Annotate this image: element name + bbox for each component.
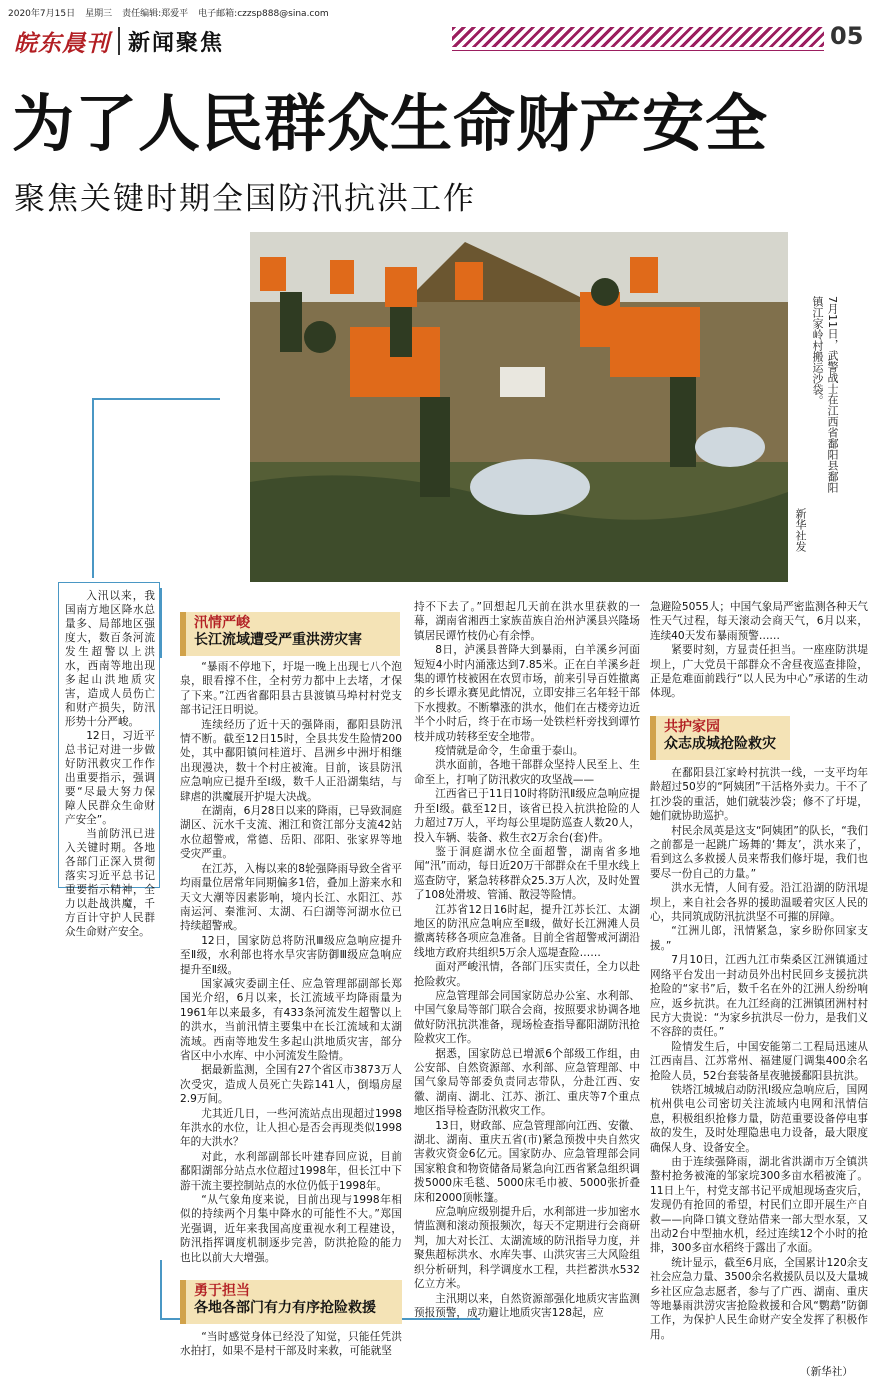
photo-illustration (250, 232, 788, 582)
article-column-2 (414, 600, 640, 1380)
article-paragraph: 应急管理部会同国家防总办公室、水利部、中国气象局等部门联合会商，按照要求协调各地做好防汛抗洪准备，现场检查指导鄱阳湖防汛抢险救灾工作。 (414, 989, 640, 1046)
section-heading-1 (180, 612, 400, 656)
main-headline: 为了人民群众生命财产安全 (12, 87, 769, 160)
article-column-3 (650, 766, 868, 1362)
section-heading-2 (180, 1280, 402, 1324)
issue-date: 2020年7月15日 (8, 8, 76, 19)
editor-email: 电子邮箱:czzsp888@sina.com (198, 8, 329, 19)
article-paragraph: 应急响应级别提升后，水利部进一步加密水情监测和滚动预报频次，每天不定期进行会商研判，加大对长江、太湖流域的防汛指导力度，并聚焦超标洪水、水库失事、山洪灾害三大风险组织分析研判，科学调度水工程，共拦蓄洪水532亿立方米。 (414, 1206, 640, 1291)
section-heading-title: 共护家园 (664, 719, 720, 735)
article-paragraph: 主汛期以来，自然资源部强化地质灾害监测预报预警，成功避让地质灾害128起，应 (414, 1292, 640, 1319)
photo-credit: 新华社发 (794, 508, 807, 552)
article-paragraph: 疫情就是命令，生命重于泰山。 (435, 745, 584, 758)
article-paragraph: “当时感觉身体已经没了知觉，只能任凭洪水拍打，如果不是村干部及时来救，可能就坚 (180, 1331, 402, 1358)
page-number: 05 (830, 22, 864, 50)
section-heading-subtitle: 长江流域遭受严重洪涝灾害 (194, 632, 362, 648)
intro-box (58, 582, 160, 938)
intro-paragraph: 12日，习近平总书记对进一步做好防汛救灾工作作出重要指示，强调要“尽最大努力保障人民群众生命财产安全”。 (65, 730, 155, 826)
article-paragraph: 铁塔江城城启动防汛Ⅰ级应急响应后，国网杭州供电公司密切关注流域内电网和汛情信息，积极组织抢修力量，防范重要设备停电事故的发生，及时处理隐患电力设备，最大限度确保人身、设备安全。 (650, 1083, 868, 1154)
article-paragraph: 险情发生后，中国安能第二工程局迅速从江西南昌、江苏常州、福建厦门调集400余名抢险人员，52台套装备星夜驰援鄱阳县抗洪。 (650, 1040, 868, 1082)
decorative-line (92, 398, 94, 578)
article-paragraph: 江苏省12日16时起，提升江苏长江、太湖地区的防汛应急响应至Ⅱ级，做好长江洲滩人员撤离转移各项应急准备。目前全省超警戒河湖沿线地方政府共组织5万余人巡堤查险…… (414, 903, 640, 959)
article-column-1 (180, 660, 402, 1270)
article-paragraph: “江洲儿郎，汛情紧急，家乡盼你回家支援。” (650, 925, 868, 952)
agency-credit: （新华社） (800, 1366, 853, 1378)
article-paragraph: 鉴于洞庭湖水位全面超警，湖南省多地闻“汛”而动，每日近20万干部群众在千里水线上巡查防守，紧急转移群众25.3万人次，及时处置了108处滑坡、管涌、散浸等险情。 (414, 845, 640, 902)
news-photo-soldiers-sandbags (250, 232, 788, 582)
article-paragraph: 据悉，国家防总已增派6个部级工作组，由公安部、自然资源部、水利部、应急管理部、中国气象局等部委负责同志带队，分赴江西、安徽、湖南、湖北、江苏、浙江、重庆等7个重点地区指导检查防汛救灾工作。 (414, 1047, 640, 1118)
article-paragraph: 7月10日，江西九江市柴桑区江洲镇通过网络平台发出一封动员外出村民回乡支援抗洪抢险的“家书”后，数千名在外的江洲人纷纷响应，返乡抗洪。在九江经商的江洲镇团洲村村民方大贵说：“为家乡抗洪尽一份力，是我们义不容辞的责任。” (650, 954, 868, 1039)
decorative-line (160, 1260, 162, 1320)
decorative-line (92, 398, 220, 400)
article-paragraph: 急避险5055人；中国气象局严密监测各种天气性天气过程，每天滚动会商天气，6月以来，连续40天发布暴雨预警…… (650, 601, 868, 642)
article-paragraph: 洪水面前，各地干部群众坚持人民至上、生命至上，打响了防汛救灾的攻坚战—— (414, 759, 640, 786)
article-paragraph: 由于连续强降雨，湖北省洪湖市万全镇洪螯村抢务被淹的邹家垸300多亩水稻被淹了。11日上午，村党支部书记平成旭现场查灾后，发现仍有抢回的希望，村民们立即开展生产自救——向降口镇文登站借来一部大型水泵，又出动2台中型抽水机，经过连续12个小时的抢排，300多亩水稻终于露出了水面。 (650, 1155, 868, 1255)
article-paragraph: 江西省已于11日10时将防汛Ⅱ级应急响应提升至Ⅰ级。截至12日，该省已投入抗洪抢险的人力超过7万人，平均每公里堤防巡查人数20人，投入车辆、装备、救生衣2万余台(套)件。 (414, 788, 640, 844)
decorative-hatch-band (452, 27, 824, 47)
brand-divider (118, 27, 120, 55)
intro-paragraph: 入汛以来，我国南方地区降水总量多、局部地区强度大，数百条河流发生超警以上洪水，西南等地出现多起山洪地质灾害，造成人员伤亡和财产损失，防汛形势十分严峻。 (65, 590, 155, 728)
article-paragraph: 紧要时刻，方显责任担当。一座座防洪堤坝上，广大党员干部群众不舍昼夜巡查排险，正是危难面前践行“以人民为中心”承诺的生动体现。 (650, 644, 868, 700)
article-paragraph: “从气象角度来说，目前出现与1998年相似的持续两个月集中降水的可能性不大。”郑国光强调，近年来我国高度重视水利工程建设，防汛指挥调度机制逐步完善，防洪抢险的能力也比以前大大增强。 (180, 1194, 402, 1264)
section-heading-title: 汛情严峻 (194, 615, 250, 631)
article-column-3-top (650, 600, 868, 712)
sub-headline: 聚焦关键时期全国防汛抗洪工作 (14, 181, 476, 217)
article-paragraph: “暴雨不停地下，圩堤一晚上出现七八个泡泉，眼看撑不住，全村劳力都中上去堵，才保了下来。”江西省鄱阳县古县渡镇马埠村村党支部书记汪日明说。 (180, 661, 402, 717)
masthead-info-bar (8, 6, 869, 18)
article-paragraph: 面对严峻汛情，各部门压实责任，全力以赴抢险救灾。 (414, 961, 640, 988)
article-paragraph: 据最新监测，全国有27个省区市3873万人次受灾，造成人员死亡失踪141人，倒塌房屋2.9万间。 (180, 1064, 402, 1106)
intro-paragraph: 当前防汛已进入关键时期。各地各部门正深入贯彻落实习近平总书记重要指示精神，全力以赴战洪魔，千方百计守护人民群众生命财产安全。 (65, 828, 155, 938)
decorative-line (160, 588, 162, 658)
article-paragraph: 13日，财政部、应急管理部向江西、安徽、湖北、湖南、重庆五省(市)紧急预拨中央自然灾害救灾资金6亿元。国家防办、应急管理部会同国家粮食和物资储备局紧急向江西省紧急组织调拨5000床毛毯、5000床毛巾被、5000张折叠床和2000顶帐篷。 (414, 1119, 640, 1204)
page-editor: 责任编辑:郑爱平 (122, 8, 189, 19)
article-paragraph: 在鄱阳县江家岭村抗洪一线，一支平均年龄超过50岁的“阿姨团”干活格外卖力。干不了扛沙袋的重活，她们就装沙袋；修不了圩堤，她们就协助巡护。 (650, 767, 868, 823)
photo-caption: 7月11日，武警战士在江西省鄱阳县鄱阳镇江家岭村搬运沙袋。 (811, 296, 839, 493)
section-heading-subtitle: 各地各部门有力有序抢险救援 (194, 1300, 376, 1316)
article-paragraph: 村民余凤英是这支“阿姨团”的队长，“我们之前都是一起跳广场舞的‘舞友’，洪水来了，看到这么多救援人员来帮我们修圩堤，我们也要尽一份自己的力量。” (650, 824, 868, 880)
article-paragraph: 统计显示，截至6月底，全国累计120余支社会应急力量、3500余名救援队员以及大量城乡社区应急志愿者，参与了广西、湖南、重庆等地暴雨洪涝灾害抢险救援和合风“鹦鹉”防御工作，为保护人民生命财产安全发挥了积极作用。 (650, 1256, 868, 1341)
article-paragraph: 对此，水利部副部长叶建春回应说，目前鄱阳湖部分站点水位超过1998年，但长江中下游干流主要控制站点的水位仍低于1998年。 (180, 1150, 402, 1192)
article-paragraph: 国家减灾委副主任、应急管理部副部长郑国光介绍，6月以来，长江流域平均降雨量为1961年以来最多，有433条河流发生超警以上的洪水，当前汛情主要集中在长江流域和太湖流域。西南等地发生多起山洪地质灾害，部分省区中小水库、中小河流发生险情。 (180, 977, 402, 1062)
article-paragraph: 12日，国家防总将防汛Ⅲ级应急响应提升至Ⅱ级，水利部也将水旱灾害防御Ⅲ级应急响应提升至Ⅱ级。 (180, 934, 402, 976)
article-column-1-continued (180, 1330, 402, 1380)
section-heading-subtitle: 众志成城抢险救灾 (664, 736, 776, 752)
section-name: 新闻聚焦 (128, 30, 225, 56)
article-paragraph: 在江苏，入梅以来的8轮强降雨导致全省平均雨量位居常年同期偏多1倍，叠加上游来水和天文大潮等因素影响，境内长江、水阳江、苏南运河、秦淮河、太湖、石臼湖等河湖水位已持续超警戒。 (180, 862, 402, 933)
issue-weekday: 星期三 (85, 8, 113, 19)
newspaper-logo: 皖东晨刊 (14, 29, 110, 57)
section-heading-title: 勇于担当 (194, 1283, 250, 1299)
decorative-rule (452, 50, 824, 51)
article-paragraph: 尤其近几日，一些河流站点出现超过1998年洪水的水位，让人担心是否会再现类似1998年的大洪水？ (180, 1107, 402, 1149)
newspaper-brand (14, 22, 224, 60)
article-paragraph: 连续经历了近十天的强降雨，鄱阳县防汛情不断。截至12日15时，全县共发生险情200处，其中鄱阳镇问桂道圩、昌洲乡中洲圩相继出现漫决，数十个村庄被淹。目前，该县防汛应急响应已提升至Ⅰ级，数千人正沿湖集结，与肆虐的洪魔展开护堤大决战。 (180, 718, 402, 803)
article-paragraph: 持不下去了。”回想起几天前在洪水里获救的一幕，湖南省湘西土家族苗族自治州泸溪县兴隆场镇居民谭竹枝仍心有余悸。 (414, 601, 640, 642)
article-paragraph: 洪水无情，人间有爱。沿江沿湖的防汛堤坝上，来自社会各界的援助温暖着灾区人民的心，共同筑成防汛抗洪坚不可摧的屏障。 (650, 882, 868, 924)
section-heading-3 (650, 716, 790, 760)
article-paragraph: 8日，泸溪县普降大到暴雨，白羊溪乡河面短短4小时内涌涨达到7.85米。正在白羊溪乡赶集的谭竹枝被困在农贸市场，前来引导百姓撤离的乡长谭永赛见此情况，立即安排三名年轻干部下水搜救。不断攀涨的洪水，他们在古楼旁边近半个小时后，终于在市场一处铁栏杆旁找到谭竹枝并成功转移至安全地带。 (414, 644, 640, 743)
article-paragraph: 在湖南，6月28日以来的降雨，已导致洞庭湖区、沅水千支流、湘江和资江部分支流42站水位超警戒，常德、岳阳、邵阳、张家界等地受灾严重。 (180, 805, 402, 861)
